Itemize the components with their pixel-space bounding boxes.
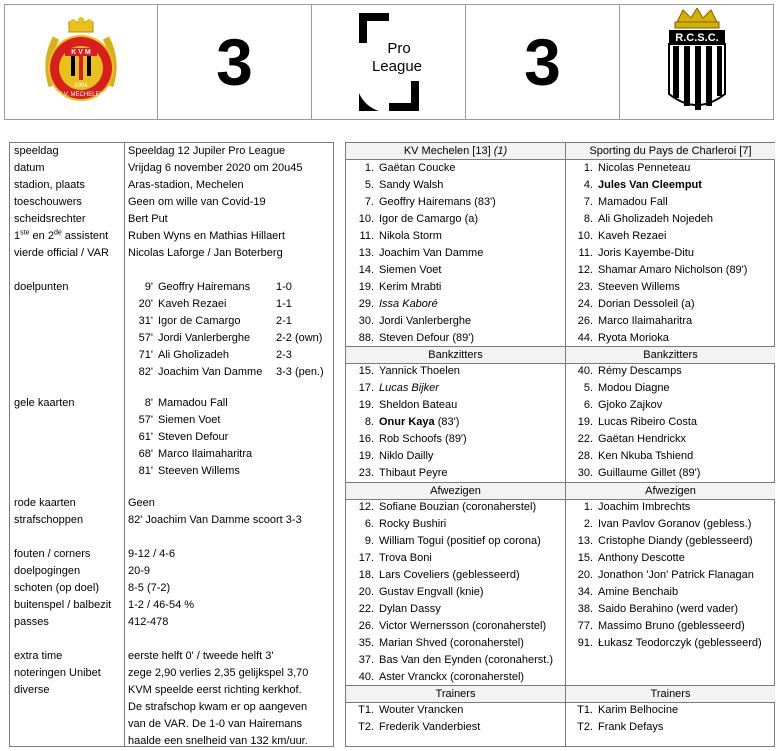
player-name: Nicolas Penneteau xyxy=(598,162,691,174)
player-name: Nikola Storm xyxy=(379,230,442,242)
home-crest-cell xyxy=(5,5,158,119)
diverse-line: van de VAR. De 1-0 van Hairemans xyxy=(128,718,303,730)
player-name: Ali Gholizadeh Nojedeh xyxy=(598,213,713,225)
player-name: Ryota Morioka xyxy=(598,332,669,344)
goal-row: 82' Joachim Van Damme 3-3 (pen.) xyxy=(138,366,324,378)
player-name: Gjoko Zajkov xyxy=(598,399,663,411)
info-label: toeschouwers xyxy=(14,196,82,208)
player-number: 6. xyxy=(583,399,593,411)
player-name: Lucas Ribeiro Costa xyxy=(598,416,698,428)
info-value: Ruben Wyns en Mathias Hillaert xyxy=(128,230,286,242)
player-name: Karim Belhocine xyxy=(598,704,679,716)
player-number: 7. xyxy=(364,196,374,208)
home-absent-header: Afwezigen xyxy=(346,483,565,499)
player-number: 17. xyxy=(358,552,374,564)
league-logo-line2: League xyxy=(371,58,422,75)
svg-text:K V M: K V M xyxy=(71,49,91,56)
player-name: Rob Schoofs (89') xyxy=(379,433,467,445)
info-label: 1ste en 2de assistent xyxy=(14,229,109,242)
player-number: T1. xyxy=(358,704,374,716)
player-number: 30. xyxy=(358,315,374,327)
info-row-toeschouwers xyxy=(10,194,333,211)
player-name: Joachim Imbrechts xyxy=(598,501,691,513)
player-name: Massimo Bruno (geblesseerd) xyxy=(598,620,745,632)
player-number: 40. xyxy=(358,671,374,683)
player-number: 1. xyxy=(364,162,374,174)
player-number: 4. xyxy=(583,179,593,191)
pro-league-logo-icon xyxy=(339,9,439,115)
away-score-cell xyxy=(466,5,620,119)
player-name: William Togui (positief op corona) xyxy=(379,535,541,547)
diverse-line: De strafschop kwam er op aangeven xyxy=(128,701,308,713)
svg-text:K.V. MECHELEN: K.V. MECHELEN xyxy=(58,92,104,98)
player-name: Thibaut Peyre xyxy=(379,467,448,479)
goal-row: 57' Jordi Vanlerberghe 2-2 (own) xyxy=(138,332,323,344)
info-label: gele kaarten xyxy=(14,397,75,409)
player-number: 13. xyxy=(577,535,593,547)
home-bench-header: Bankzitters xyxy=(346,347,565,363)
svg-text:1904: 1904 xyxy=(74,83,88,89)
player-name: Steven Defour (89') xyxy=(379,332,475,344)
player-number: 23. xyxy=(577,281,593,293)
player-number: 19. xyxy=(358,281,374,293)
player-name: Gaëtan Hendrickx xyxy=(598,433,687,445)
player-name: Bas Van den Eynden (coronaherst.) xyxy=(379,654,554,666)
player-name: Rocky Bushiri xyxy=(379,518,447,530)
card-row: 57' Siemen Voet xyxy=(138,414,221,426)
player-number: 19. xyxy=(358,450,374,462)
league-logo-line1: Pro xyxy=(386,40,411,57)
info-label: vierde official / VAR xyxy=(14,247,109,259)
player-number: 1. xyxy=(583,501,593,513)
player-number: 13. xyxy=(358,247,374,259)
info-row-stadion xyxy=(10,177,333,194)
player-number: 11. xyxy=(578,247,593,259)
card-row: 68' Marco Ilaimaharitra xyxy=(138,448,253,460)
player-number: 34. xyxy=(577,586,593,598)
info-row-noteringen: noteringen Unibet zege 2,90 verlies 2,35 gelijkspel 3,70 xyxy=(14,667,309,679)
player-number: T2. xyxy=(577,721,593,733)
player-number: 24. xyxy=(577,298,593,310)
player-name: Geoffry Hairemans (83') xyxy=(379,196,496,208)
player-name: Trova Boni xyxy=(379,552,432,564)
player-number: 29. xyxy=(358,298,374,310)
goal-row: 9' Geoffry Hairemans 1-0 xyxy=(144,281,292,293)
player-name: Dylan Dassy xyxy=(379,603,441,615)
player-number: 10. xyxy=(577,230,593,242)
info-value: Vrijdag 6 november 2020 om 20u45 xyxy=(128,162,303,174)
info-row-rode-kaarten: rode kaarten Geen xyxy=(14,497,155,509)
info-row-scheidsrechter xyxy=(10,211,333,228)
info-row-fouten: fouten / corners 9-12 / 4-6 xyxy=(14,548,176,560)
player-number: 37. xyxy=(358,654,374,666)
player-number: 77. xyxy=(577,620,593,632)
info-value: Nicolas Laforge / Jan Boterberg xyxy=(128,247,283,259)
player-number: 44. xyxy=(577,332,593,344)
info-label: doelpunten xyxy=(14,281,69,293)
player-name: Yannick Thoelen xyxy=(379,365,460,377)
player-name: Dorian Dessoleil (a) xyxy=(598,298,695,310)
player-number: 16. xyxy=(358,433,374,445)
info-value: Geen om wille van Covid-19 xyxy=(128,196,266,208)
player-name: Victor Wernersson (coronaherstel) xyxy=(379,620,547,632)
player-name: Sheldon Bateau xyxy=(379,399,458,411)
match-header xyxy=(4,4,774,120)
player-name: Aster Vranckx (coronaherstel) xyxy=(379,671,525,683)
player-name: Anthony Descotte xyxy=(598,552,685,564)
player-name: Kaveh Rezaei xyxy=(598,230,667,242)
info-value: Bert Put xyxy=(128,213,168,225)
player-name: Kerim Mrabti xyxy=(379,281,442,293)
away-team-header: Sporting du Pays de Charleroi [7] xyxy=(566,143,775,159)
home-score-cell xyxy=(158,5,312,119)
player-number: 20. xyxy=(358,586,374,598)
player-number: 15. xyxy=(358,365,374,377)
svg-text:R.C.S.C.: R.C.S.C. xyxy=(674,32,719,44)
player-number: 18. xyxy=(358,569,374,581)
player-number: 8. xyxy=(583,213,593,225)
player-name: Siemen Voet xyxy=(379,264,442,276)
player-number: 30. xyxy=(577,467,593,479)
player-number: 22. xyxy=(577,433,593,445)
info-label: scheidsrechter xyxy=(14,213,86,225)
player-name: Ken Nkuba Tshiend xyxy=(598,450,694,462)
info-row-doelpogingen: doelpogingen 20-9 xyxy=(14,565,151,577)
player-number: 38. xyxy=(577,603,593,615)
player-number: 22. xyxy=(358,603,374,615)
player-number: 26. xyxy=(577,315,593,327)
player-name: Steeven Willems xyxy=(598,281,680,293)
player-number: 17. xyxy=(358,382,374,394)
player-number: 6. xyxy=(364,518,374,530)
home-team-header: KV Mechelen [13] (1) xyxy=(346,143,565,159)
player-name: Modou Diagne xyxy=(598,382,670,394)
lineup-table xyxy=(345,142,775,747)
away-bench-header: Bankzitters xyxy=(566,347,775,363)
player-name: Łukasz Teodorczyk (geblesseerd) xyxy=(598,637,762,649)
kv-mechelen-crest-icon xyxy=(38,16,124,108)
info-row-speeldag xyxy=(10,143,333,160)
player-number: 35. xyxy=(358,637,374,649)
player-number: T2. xyxy=(358,721,374,733)
player-name: Frederik Vanderbiest xyxy=(379,721,481,733)
player-number: 19. xyxy=(358,399,374,411)
player-number: 10. xyxy=(358,213,374,225)
player-name: Frank Defays xyxy=(598,721,664,733)
match-info-table xyxy=(9,142,334,747)
player-name: Marian Shved (coronaherstel) xyxy=(379,637,524,649)
player-number: 7. xyxy=(583,196,593,208)
player-number: 28. xyxy=(577,450,593,462)
home-score: 3 xyxy=(216,25,253,99)
info-label: speeldag xyxy=(14,145,59,157)
info-row-strafschoppen: strafschoppen 82' Joachim Van Damme scoort 3-3 xyxy=(14,514,302,526)
player-name: Joris Kayembe-Ditu xyxy=(598,247,694,259)
info-label: datum xyxy=(14,162,45,174)
player-name: Lars Coveliers (geblesseerd) xyxy=(379,569,520,581)
goal-row: 20' Kaveh Rezaei 1-1 xyxy=(138,298,292,310)
player-number: 88. xyxy=(358,332,374,344)
info-row-vierde-official xyxy=(10,245,333,262)
player-name: Issa Kaboré xyxy=(379,298,438,310)
away-score: 3 xyxy=(524,25,561,99)
player-name: Sandy Walsh xyxy=(379,179,444,191)
info-row-passes: passes 412-478 xyxy=(14,616,169,628)
player-number: 40. xyxy=(577,365,593,377)
player-name: Rémy Descamps xyxy=(598,365,682,377)
player-name: Guillaume Gillet (89') xyxy=(598,467,701,479)
info-row-schoten: schoten (op doel) 8-5 (7-2) xyxy=(14,582,171,594)
info-label: stadion, plaats xyxy=(14,179,85,191)
player-name: Ivan Pavlov Goranov (gebless.) xyxy=(598,518,752,530)
player-number: 5. xyxy=(364,179,374,191)
player-name: Gaëtan Coucke xyxy=(379,162,456,174)
player-name: Cristophe Diandy (geblesseerd) xyxy=(598,535,753,547)
info-value: Speeldag 12 Jupiler Pro League xyxy=(128,145,286,157)
card-row: 81' Steeven Willems xyxy=(138,465,240,477)
player-name: Onur Kaya (83') xyxy=(379,416,460,428)
player-name: Igor de Camargo (a) xyxy=(379,213,479,225)
info-row-diverse: diverse KVM speelde eerst richting kerkhof. xyxy=(14,684,302,696)
player-number: 12. xyxy=(577,264,593,276)
player-number: 8. xyxy=(364,416,374,428)
player-name: Lucas Bijker xyxy=(379,382,439,394)
player-name: Jordi Vanlerberghe xyxy=(379,315,472,327)
player-name: Jonathon 'Jon' Patrick Flanagan xyxy=(598,569,754,581)
player-name: Gustav Engvall (knie) xyxy=(379,586,484,598)
player-number: 14. xyxy=(358,264,374,276)
player-number: 23. xyxy=(358,467,374,479)
player-number: 15. xyxy=(577,552,593,564)
player-name: Sofiane Bouzian (coronaherstel) xyxy=(379,501,537,513)
player-name: Saido Berahino (werd vader) xyxy=(598,603,739,615)
goal-row: 31' Igor de Camargo 2-1 xyxy=(138,315,292,327)
player-number: 1. xyxy=(583,162,593,174)
home-trainers-header: Trainers xyxy=(346,686,565,702)
info-value: Aras-stadion, Mechelen xyxy=(128,179,244,191)
info-row-buitenspel: buitenspel / balbezit 1-2 / 46-54 % xyxy=(14,599,195,611)
card-row: 8' Mamadou Fall xyxy=(144,397,228,409)
away-absent-header: Afwezigen xyxy=(566,483,775,499)
player-number: 91. xyxy=(577,637,593,649)
league-logo-cell xyxy=(312,5,466,119)
player-number: 19. xyxy=(577,416,593,428)
player-number: 9. xyxy=(364,535,374,547)
player-number: 20. xyxy=(577,569,593,581)
player-name: Mamadou Fall xyxy=(598,196,668,208)
player-number: T1. xyxy=(577,704,593,716)
player-name: Amine Benchaib xyxy=(598,586,679,598)
player-number: 2. xyxy=(583,518,593,530)
player-name: Wouter Vrancken xyxy=(379,704,464,716)
player-name: Marco Ilaimaharitra xyxy=(598,315,693,327)
player-name: Niklo Dailly xyxy=(379,450,434,462)
player-number: 26. xyxy=(358,620,374,632)
player-number: 12. xyxy=(358,501,374,513)
lineup-divider xyxy=(565,143,566,746)
card-row: 61' Steven Defour xyxy=(138,431,229,443)
info-row-assistent xyxy=(10,228,333,245)
player-number: 11. xyxy=(359,230,374,242)
player-name: Jules Van Cleemput xyxy=(598,179,702,191)
away-trainers-header: Trainers xyxy=(566,686,775,702)
player-name: Shamar Amaro Nicholson (89') xyxy=(598,264,748,276)
player-name: Joachim Van Damme xyxy=(379,247,484,259)
player-number: 5. xyxy=(583,382,593,394)
goal-row: 71' Ali Gholizadeh 2-3 xyxy=(138,349,292,361)
diverse-line: haalde een snelheid van 132 km/uur. xyxy=(128,735,308,747)
info-row-datum xyxy=(10,160,333,177)
away-crest-cell xyxy=(620,5,773,119)
rcsc-crest-icon xyxy=(665,8,729,116)
info-row-extra-time: extra time eerste helft 0' / tweede helft 3' xyxy=(14,650,274,662)
